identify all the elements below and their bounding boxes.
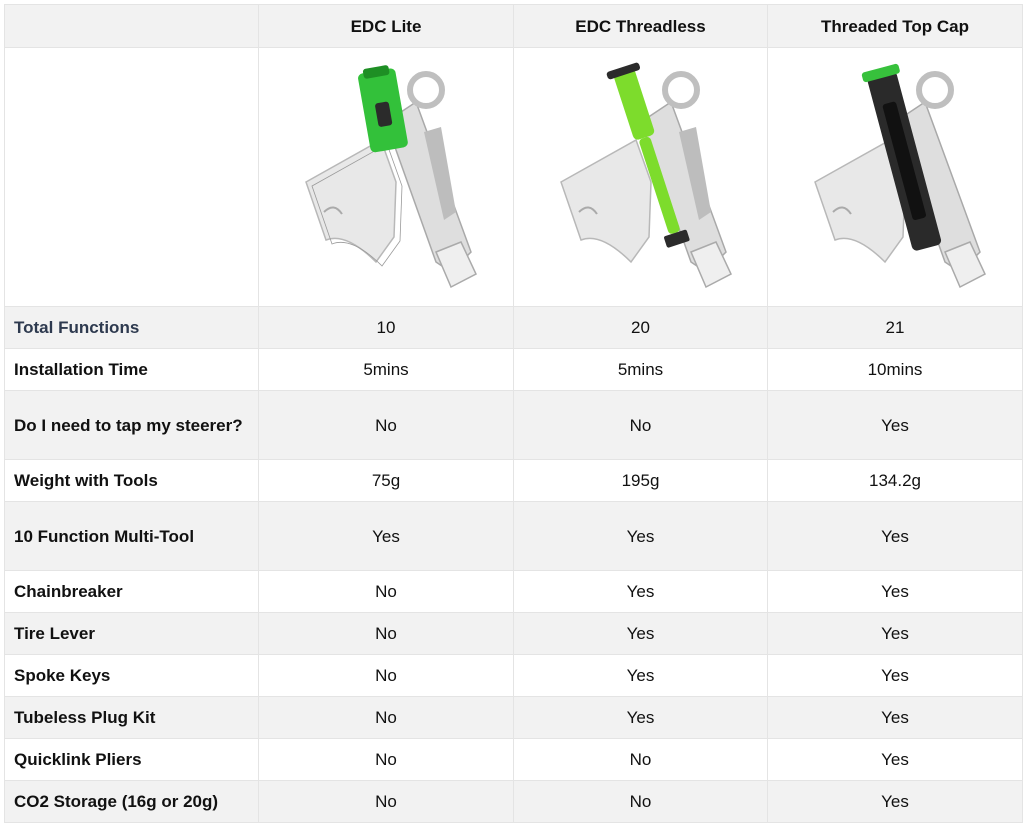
row-value: No	[259, 613, 514, 655]
row-value: No	[259, 655, 514, 697]
row-value: Yes	[768, 697, 1023, 739]
row-value: 10mins	[768, 349, 1023, 391]
header-row	[5, 5, 1023, 48]
table-row	[5, 781, 1023, 823]
comparison-table	[4, 4, 1023, 823]
row-value: Yes	[768, 655, 1023, 697]
row-value: No	[514, 739, 768, 781]
row-value: 20	[514, 307, 768, 349]
row-label: Installation Time	[5, 349, 259, 391]
table-row	[5, 502, 1023, 571]
row-label: Chainbreaker	[5, 571, 259, 613]
row-value: Yes	[768, 502, 1023, 571]
edc-lite-image-cell	[259, 48, 514, 307]
table-row	[5, 391, 1023, 460]
row-label: Quicklink Pliers	[5, 739, 259, 781]
row-value: 195g	[514, 460, 768, 502]
row-value: Yes	[768, 391, 1023, 460]
row-label: Do I need to tap my steerer?	[5, 391, 259, 460]
row-value: No	[259, 391, 514, 460]
row-value: No	[259, 739, 514, 781]
row-label: CO2 Storage (16g or 20g)	[5, 781, 259, 823]
row-value: Yes	[259, 502, 514, 571]
row-value: Yes	[768, 571, 1023, 613]
product-image-row	[5, 48, 1023, 307]
row-value: Yes	[768, 781, 1023, 823]
row-value: Yes	[514, 613, 768, 655]
table-row	[5, 460, 1023, 502]
row-value: Yes	[514, 697, 768, 739]
edc-threadless-image-cell	[514, 48, 768, 307]
row-value: Yes	[514, 655, 768, 697]
table-row	[5, 697, 1023, 739]
table-row	[5, 613, 1023, 655]
image-blank-cell	[5, 48, 259, 307]
row-label: Weight with Tools	[5, 460, 259, 502]
row-value: 5mins	[259, 349, 514, 391]
row-label: Total Functions	[5, 307, 259, 349]
table-row	[5, 349, 1023, 391]
row-value: 5mins	[514, 349, 768, 391]
row-value: Yes	[768, 739, 1023, 781]
row-value: No	[259, 781, 514, 823]
edc-threadless-product-image	[541, 62, 741, 292]
edc-lite-product-image	[286, 62, 486, 292]
row-value: No	[514, 391, 768, 460]
header-edc-threadless: EDC Threadless	[514, 5, 768, 48]
table-row	[5, 307, 1023, 349]
table-row	[5, 655, 1023, 697]
row-value: No	[259, 571, 514, 613]
row-value: No	[514, 781, 768, 823]
table-row	[5, 571, 1023, 613]
row-value: 75g	[259, 460, 514, 502]
row-label: Tire Lever	[5, 613, 259, 655]
table-row	[5, 739, 1023, 781]
header-blank-cell	[5, 5, 259, 48]
row-label: Tubeless Plug Kit	[5, 697, 259, 739]
row-label: 10 Function Multi-Tool	[5, 502, 259, 571]
row-value: Yes	[768, 613, 1023, 655]
threaded-top-cap-image-cell	[768, 48, 1023, 307]
row-value: Yes	[514, 571, 768, 613]
row-value: 10	[259, 307, 514, 349]
row-value: Yes	[514, 502, 768, 571]
row-value: No	[259, 697, 514, 739]
header-threaded-top-cap: Threaded Top Cap	[768, 5, 1023, 48]
threaded-top-cap-product-image	[795, 62, 995, 292]
row-value: 21	[768, 307, 1023, 349]
tool-insert	[357, 64, 409, 153]
row-value: 134.2g	[768, 460, 1023, 502]
header-edc-lite: EDC Lite	[259, 5, 514, 48]
row-label: Spoke Keys	[5, 655, 259, 697]
